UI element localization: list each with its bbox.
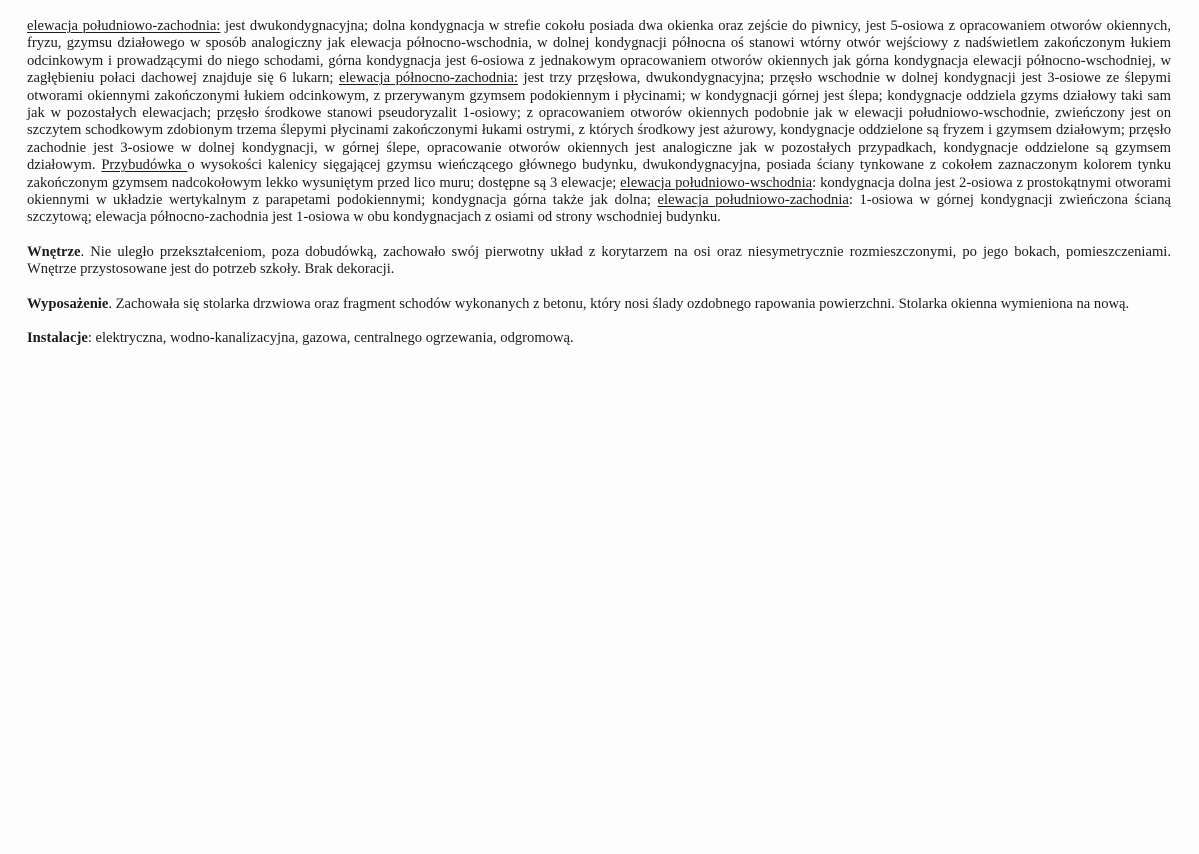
heading-interior: Wnętrze <box>27 243 81 260</box>
heading-equipment: Wyposażenie <box>27 295 109 312</box>
paragraph-interior <box>27 244 1171 279</box>
paragraph-elevations <box>27 18 1171 227</box>
text-interior: . Nie uległo przekształceniom, poza dobudówką, zachowało swój pierwotny układ z korytarzem na osi oraz niesymetrycznie rozmieszczonymi, po jego bokach, pomieszczeniami. Wnętrze przystosowane jest do potrzeb szkoły. Brak dekoracji. <box>27 243 1171 278</box>
text-equipment: . Zachowała się stolarka drzwiowa oraz fragment schodów wykonanych z betonu, który nosi ślady ozdobnego rapowania powierzchni. Stolarka okienna wymieniona na nową. <box>108 295 1130 312</box>
text-north-west-elevation: jest trzy przęsłowa, dwukondygnacyjna; przęsło wschodnie w dolnej kondygnacji jest 3-osiowe ze ślepymi otworami okiennymi zakończonymi łukiem odcinkowym, z przerywanym gzymsem podokiennym i płycinami; w kondygnacji górnej jest ślepa; kondygnacje oddziela gzyms działowy taki sam jak w pozostałych elewacjach; przęsło środkowe stanowi pseudoryzalit 1-osiowy; z opracowaniem otworów okiennych podobnie jak w elewacji południowo-wschodnie, zwieńczony jest on szczytem schodkowym zdobionym trzema ślepymi płycinami zakończonymi łukami ostrymi, z których środkowy jest ażurowy, kondygnacje oddzielone są fryzem i gzymsem działowym; przęsło zachodnie jest 3-osiowe w dolnej kondygnacji, w górnej ślepe, opracowanie otworów okiennych jest analogiczne jak w pozostałych przypadkach, kondygnacje oddzielone są gzymsem działowym. <box>27 70 1171 174</box>
heading-annex-elevation-south-west: elewacja południowo-zachodnia <box>657 192 849 209</box>
text-annex-south-west: : 1-osiowa w górnej kondygnacji zwieńczona ścianą szczytową; elewacja północno-zachodnia jest 1-osiowa w obu kondygnacjach z osiami od strony wschodniej budynku. <box>27 192 1172 226</box>
text-annex-south-east: : kondygnacja dolna jest 2-osiowa z prostokątnymi otworami okiennymi w układzie wertykalnym z parapetami podokiennymi; kondygnacja górna także jak dolna; <box>27 174 1171 209</box>
heading-elevation-south-west: elewacja południowo-zachodnia: <box>27 18 221 34</box>
paragraph-equipment <box>27 296 1171 313</box>
heading-elevation-north-west: elewacja północno-zachodnia: <box>339 70 518 87</box>
text-annex: o wysokości kalenicy sięgającej gzymsu wieńczącego głównego budynku, dwukondygnacyjna, posiada ściany tynkowane z cokołem zaznaczonym kolorem tynku zakończonym gzymsem nadcokołowym lekko wysuniętym przed lico muru; dostępne są 3 elewacje; <box>27 157 1171 191</box>
heading-annex: Przybudówka <box>101 157 188 174</box>
heading-annex-elevation-south-east: elewacja południowo-wschodnia <box>620 174 813 191</box>
text-installations: : elektryczna, wodno-kanalizacyjna, gazowa, centralnego ogrzewania, odgromową. <box>87 330 574 347</box>
text-south-west-elevation: jest dwukondygnacyjna; dolna kondygnacja w strefie cokołu posiada dwa okienka oraz zejście do piwnicy, jest 5-osiowa z opracowaniem otworów okiennych, fryzu, gzymsu działowego w sposób analogiczny jak elewacja północno-wschodnia, w dolnej kondygnacji północna oś stanowi wtórny otwór wejściowy z nadświetlem zakończonym łukiem odcinkowym i prowadzącymi do niego schodami, górna kondygnacja jest 6-osiowa z jednakowym opracowaniem otworów okiennych jak górna kondygnacja elewacji północno-wschodniej, w zagłębieniu połaci dachowej znajduje się 6 lukarn; <box>27 18 1172 87</box>
paragraph-installations <box>27 330 1171 347</box>
heading-installations: Instalacje <box>27 330 88 347</box>
